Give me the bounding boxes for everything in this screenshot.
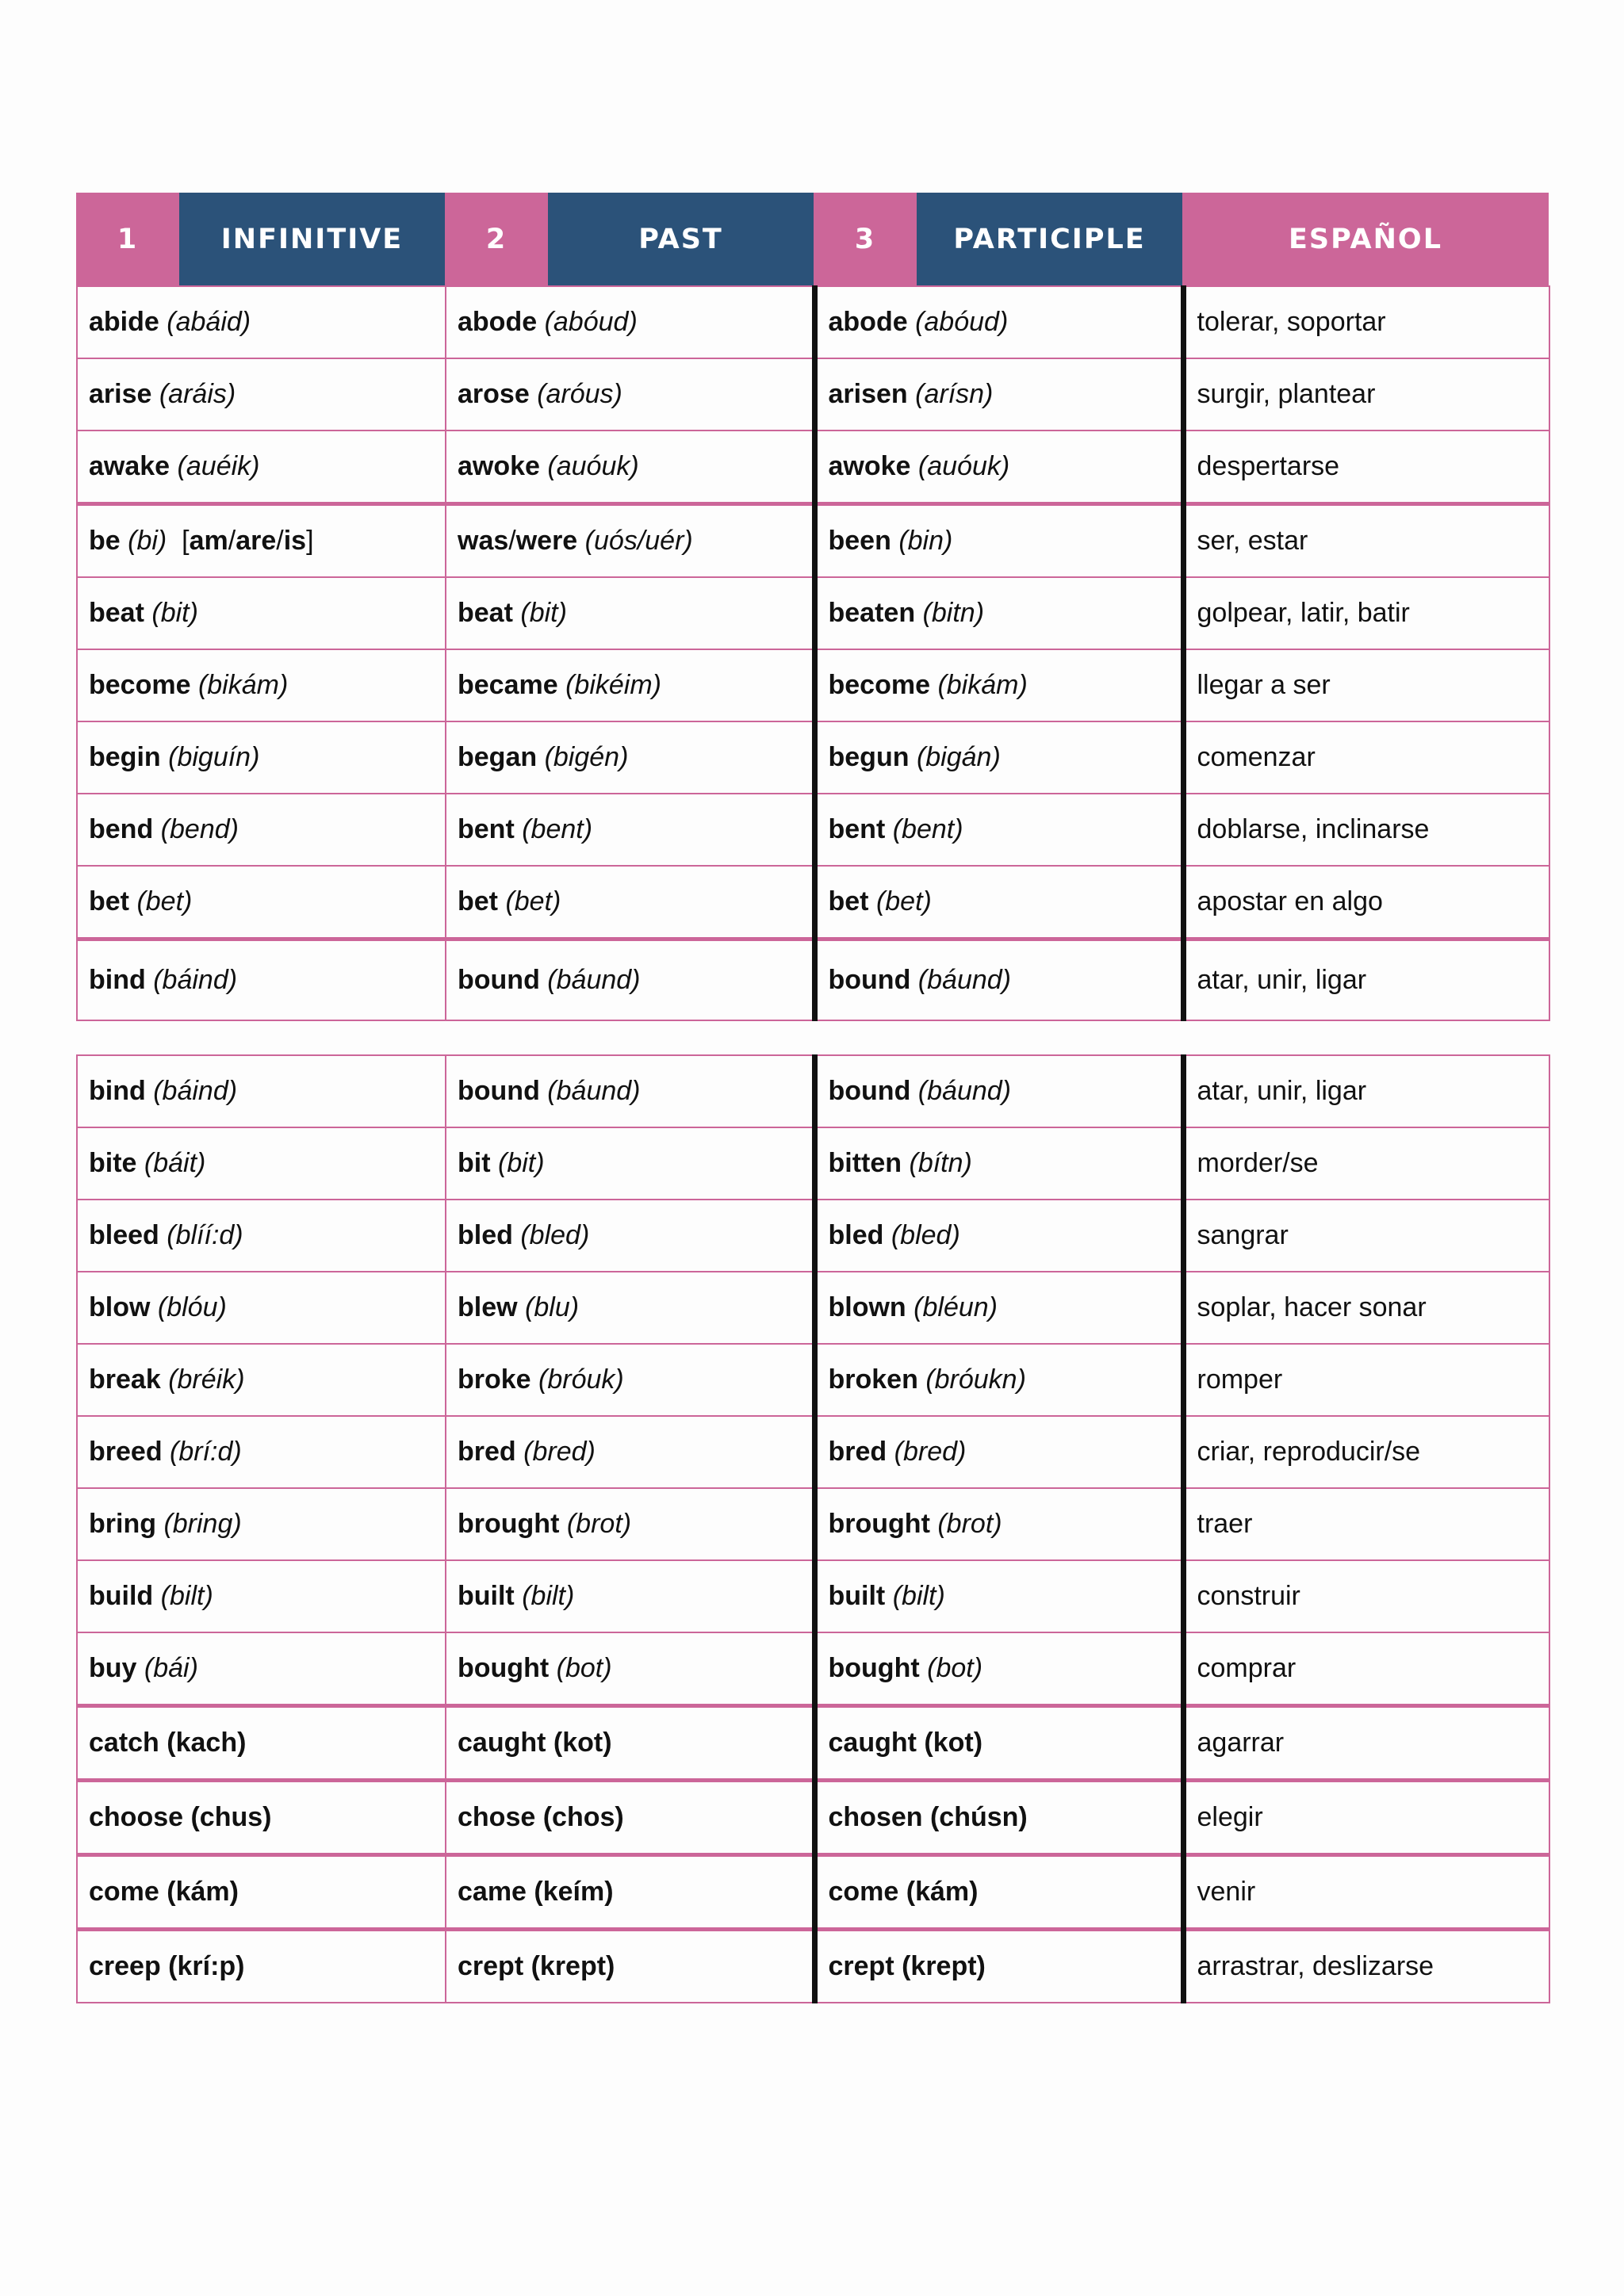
cell-infinitive: bend (bend) bbox=[77, 794, 446, 866]
header-num-2: 2 bbox=[445, 193, 548, 285]
cell-participle: bound (báund) bbox=[814, 1055, 1183, 1127]
cell-past: was/were (uós/uér) bbox=[446, 504, 814, 578]
table-row bbox=[77, 721, 1549, 794]
cell-espanol: construir bbox=[1183, 1560, 1549, 1632]
cell-infinitive: be (bi) [am/are/is] bbox=[77, 504, 446, 578]
cell-past: caught (kot) bbox=[446, 1706, 814, 1781]
cell-espanol: criar, reproducir/se bbox=[1183, 1416, 1549, 1488]
table-row bbox=[77, 1855, 1549, 1930]
cell-espanol: ser, estar bbox=[1183, 504, 1549, 578]
cell-espanol: atar, unir, ligar bbox=[1183, 1055, 1549, 1127]
cell-espanol: romper bbox=[1183, 1344, 1549, 1416]
table-row bbox=[77, 1127, 1549, 1200]
table-row bbox=[77, 1344, 1549, 1416]
header-participle: PARTICIPLE bbox=[917, 193, 1182, 285]
cell-espanol: comenzar bbox=[1183, 721, 1549, 794]
cell-past: came (keím) bbox=[446, 1855, 814, 1930]
cell-infinitive: blow (blóu) bbox=[77, 1272, 446, 1344]
cell-espanol: surgir, plantear bbox=[1183, 358, 1549, 430]
cell-participle: awoke (auóuk) bbox=[814, 430, 1183, 504]
cell-espanol: agarrar bbox=[1183, 1706, 1549, 1781]
table-row bbox=[77, 1272, 1549, 1344]
table-row bbox=[77, 649, 1549, 721]
cell-past: blew (blu) bbox=[446, 1272, 814, 1344]
cell-participle: bought (bot) bbox=[814, 1632, 1183, 1706]
cell-past: bound (báund) bbox=[446, 939, 814, 1021]
table-row bbox=[77, 866, 1549, 939]
cell-participle: come (kám) bbox=[814, 1855, 1183, 1930]
header-num-3: 3 bbox=[814, 193, 917, 285]
cell-espanol: arrastrar, deslizarse bbox=[1183, 1930, 1549, 2003]
cell-espanol: golpear, latir, batir bbox=[1183, 577, 1549, 649]
cell-espanol: atar, unir, ligar bbox=[1183, 939, 1549, 1021]
cell-espanol: despertarse bbox=[1183, 430, 1549, 504]
cell-past: began (bigén) bbox=[446, 721, 814, 794]
cell-past: arose (aróus) bbox=[446, 358, 814, 430]
cell-infinitive: bite (báit) bbox=[77, 1127, 446, 1200]
cell-espanol: apostar en algo bbox=[1183, 866, 1549, 939]
cell-past: bet (bet) bbox=[446, 866, 814, 939]
cell-espanol: comprar bbox=[1183, 1632, 1549, 1706]
cell-infinitive: choose (chus) bbox=[77, 1781, 446, 1855]
cell-espanol: venir bbox=[1183, 1855, 1549, 1930]
verb-table-1 bbox=[76, 285, 1550, 1021]
cell-infinitive: beat (bit) bbox=[77, 577, 446, 649]
cell-past: chose (chos) bbox=[446, 1781, 814, 1855]
cell-participle: built (bilt) bbox=[814, 1560, 1183, 1632]
cell-past: built (bilt) bbox=[446, 1560, 814, 1632]
table-row bbox=[77, 504, 1549, 578]
cell-espanol: traer bbox=[1183, 1488, 1549, 1560]
verb-table-2 bbox=[76, 1054, 1550, 2003]
cell-infinitive: awake (auéik) bbox=[77, 430, 446, 504]
cell-participle: chosen (chúsn) bbox=[814, 1781, 1183, 1855]
cell-infinitive: buy (bái) bbox=[77, 1632, 446, 1706]
table-row bbox=[77, 430, 1549, 504]
cell-espanol: elegir bbox=[1183, 1781, 1549, 1855]
header-espanol: ESPAÑOL bbox=[1182, 193, 1549, 285]
table-row bbox=[77, 1055, 1549, 1127]
cell-past: bound (báund) bbox=[446, 1055, 814, 1127]
cell-infinitive: creep (krí:p) bbox=[77, 1930, 446, 2003]
cell-past: bred (bred) bbox=[446, 1416, 814, 1488]
cell-participle: bled (bled) bbox=[814, 1200, 1183, 1272]
cell-participle: been (bin) bbox=[814, 504, 1183, 578]
verb-sheet bbox=[76, 193, 1549, 2003]
cell-past: bent (bent) bbox=[446, 794, 814, 866]
header-infinitive: INFINITIVE bbox=[179, 193, 445, 285]
cell-participle: become (bikám) bbox=[814, 649, 1183, 721]
cell-past: beat (bit) bbox=[446, 577, 814, 649]
table-row bbox=[77, 577, 1549, 649]
cell-infinitive: bet (bet) bbox=[77, 866, 446, 939]
cell-past: broke (bróuk) bbox=[446, 1344, 814, 1416]
table-row bbox=[77, 1632, 1549, 1706]
cell-participle: blown (bléun) bbox=[814, 1272, 1183, 1344]
cell-participle: brought (brot) bbox=[814, 1488, 1183, 1560]
cell-past: bit (bit) bbox=[446, 1127, 814, 1200]
cell-participle: begun (bigán) bbox=[814, 721, 1183, 794]
cell-espanol: llegar a ser bbox=[1183, 649, 1549, 721]
cell-past: abode (abóud) bbox=[446, 286, 814, 358]
cell-past: brought (brot) bbox=[446, 1488, 814, 1560]
cell-infinitive: become (bikám) bbox=[77, 649, 446, 721]
cell-participle: arisen (arísn) bbox=[814, 358, 1183, 430]
cell-past: bled (bled) bbox=[446, 1200, 814, 1272]
table-row bbox=[77, 939, 1549, 1021]
cell-past: became (bikéim) bbox=[446, 649, 814, 721]
cell-participle: caught (kot) bbox=[814, 1706, 1183, 1781]
cell-infinitive: come (kám) bbox=[77, 1855, 446, 1930]
cell-infinitive: bring (bring) bbox=[77, 1488, 446, 1560]
header-past: PAST bbox=[548, 193, 814, 285]
cell-past: crept (krept) bbox=[446, 1930, 814, 2003]
cell-infinitive: bind (báind) bbox=[77, 1055, 446, 1127]
cell-infinitive: abide (abáid) bbox=[77, 286, 446, 358]
cell-espanol: soplar, hacer sonar bbox=[1183, 1272, 1549, 1344]
table-row bbox=[77, 1706, 1549, 1781]
table-row bbox=[77, 1560, 1549, 1632]
table-row bbox=[77, 286, 1549, 358]
cell-infinitive: bind (báind) bbox=[77, 939, 446, 1021]
table-row bbox=[77, 1416, 1549, 1488]
cell-espanol: tolerar, soportar bbox=[1183, 286, 1549, 358]
cell-past: awoke (auóuk) bbox=[446, 430, 814, 504]
cell-espanol: doblarse, inclinarse bbox=[1183, 794, 1549, 866]
table-row bbox=[77, 358, 1549, 430]
cell-past: bought (bot) bbox=[446, 1632, 814, 1706]
cell-espanol: sangrar bbox=[1183, 1200, 1549, 1272]
cell-participle: crept (krept) bbox=[814, 1930, 1183, 2003]
table-row bbox=[77, 1930, 1549, 2003]
cell-participle: bitten (bítn) bbox=[814, 1127, 1183, 1200]
cell-infinitive: breed (brí:d) bbox=[77, 1416, 446, 1488]
cell-infinitive: build (bilt) bbox=[77, 1560, 446, 1632]
table-header bbox=[76, 193, 1549, 285]
cell-participle: bent (bent) bbox=[814, 794, 1183, 866]
cell-espanol: morder/se bbox=[1183, 1127, 1549, 1200]
cell-participle: bound (báund) bbox=[814, 939, 1183, 1021]
cell-participle: bred (bred) bbox=[814, 1416, 1183, 1488]
cell-participle: abode (abóud) bbox=[814, 286, 1183, 358]
cell-infinitive: break (bréik) bbox=[77, 1344, 446, 1416]
cell-participle: bet (bet) bbox=[814, 866, 1183, 939]
cell-infinitive: bleed (blíí:d) bbox=[77, 1200, 446, 1272]
cell-infinitive: catch (kach) bbox=[77, 1706, 446, 1781]
cell-participle: broken (bróukn) bbox=[814, 1344, 1183, 1416]
table-row bbox=[77, 1200, 1549, 1272]
cell-infinitive: begin (biguín) bbox=[77, 721, 446, 794]
cell-infinitive: arise (aráis) bbox=[77, 358, 446, 430]
table-row bbox=[77, 1488, 1549, 1560]
header-num-1: 1 bbox=[76, 193, 179, 285]
table-row bbox=[77, 1781, 1549, 1855]
table-row bbox=[77, 794, 1549, 866]
cell-participle: beaten (bitn) bbox=[814, 577, 1183, 649]
